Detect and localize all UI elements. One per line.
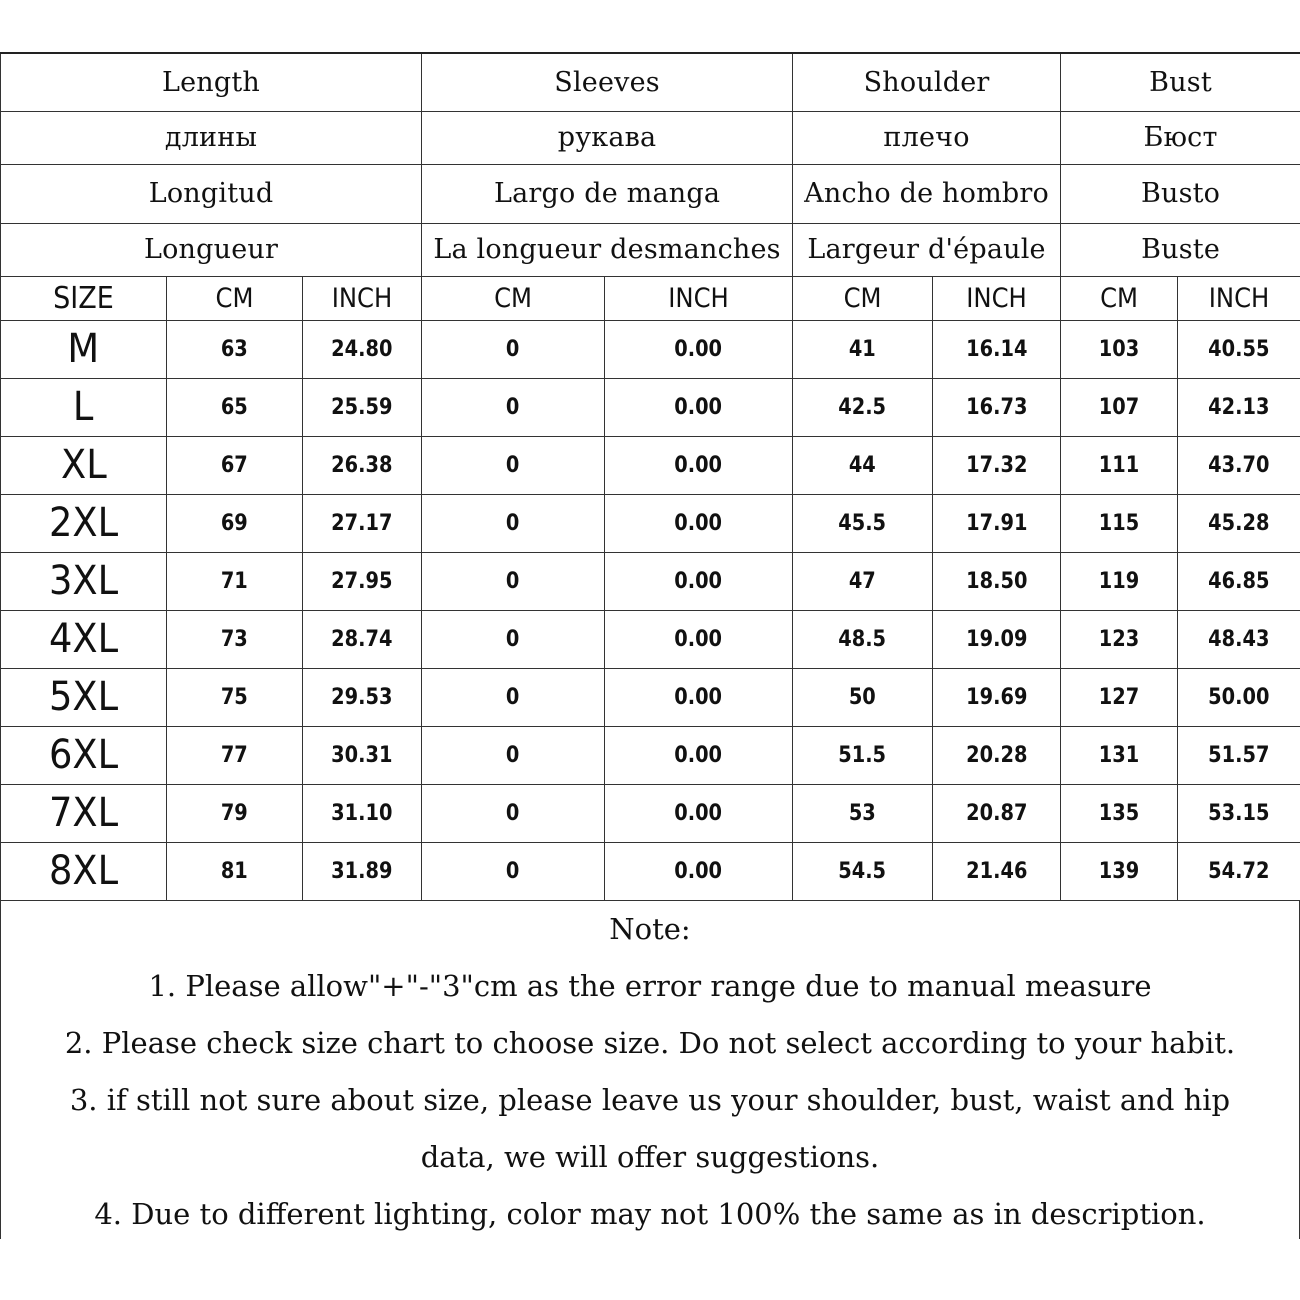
measurement-cell (793, 552, 933, 610)
measurement-cell (793, 842, 933, 900)
size-label: 5XL (48, 674, 119, 720)
measurement-cell (605, 726, 793, 784)
measurement-cell (793, 494, 933, 552)
header-shoulder: Shoulder (793, 53, 1061, 111)
header-sleeves-es: Largo de manga (422, 164, 793, 223)
measurement-cell (793, 378, 933, 436)
measurement-cell (167, 378, 303, 436)
measurement-cell (1061, 726, 1178, 784)
measurement-cell (1178, 668, 1300, 726)
measurement-cell (303, 552, 422, 610)
measurement-cell (303, 378, 422, 436)
header-bust-es: Busto (1061, 164, 1300, 223)
measurement-value: 131 (1098, 742, 1140, 768)
measurement-value: 20.87 (965, 800, 1028, 826)
measurement-value: 26.38 (331, 452, 393, 478)
measurement-cell (303, 610, 422, 668)
measurement-value: 47 (849, 568, 877, 594)
unit-header: INCH (1178, 276, 1300, 320)
measurement-cell (793, 436, 933, 494)
measurement-cell (605, 436, 793, 494)
measurement-value: 81 (221, 858, 248, 884)
measurement-cell (422, 610, 605, 668)
measurement-cell (1061, 320, 1178, 378)
size-label-cell (1, 494, 167, 552)
size-label: L (73, 384, 94, 430)
size-label-cell (1, 726, 167, 784)
measurement-value: 41 (849, 336, 877, 362)
measurement-value: 71 (221, 568, 248, 594)
measurement-cell (422, 494, 605, 552)
unit-header: CM (422, 276, 605, 320)
size-label-cell (1, 842, 167, 900)
measurement-value: 139 (1098, 858, 1140, 884)
measurement-cell (605, 610, 793, 668)
measurement-cell (1178, 436, 1300, 494)
size-label: XL (60, 442, 107, 488)
measurement-value: 28.74 (331, 626, 393, 652)
measurement-value: 127 (1098, 684, 1140, 710)
measurement-cell (1061, 494, 1178, 552)
measurement-value: 75 (221, 684, 248, 710)
measurement-value: 45.5 (838, 510, 887, 536)
measurement-value: 0 (506, 800, 520, 826)
measurement-value: 67 (221, 452, 248, 478)
unit-header-row (1, 276, 1300, 320)
unit-header: INCH (933, 276, 1061, 320)
measurement-value: 69 (221, 510, 248, 536)
header-row-russian (1, 111, 1300, 164)
measurement-value: 0 (506, 568, 520, 594)
measurement-cell (1061, 552, 1178, 610)
measurement-cell (933, 494, 1061, 552)
measurement-value: 63 (221, 336, 248, 362)
measurement-cell (167, 726, 303, 784)
size-label: 2XL (48, 500, 119, 546)
header-shoulder-ru: плечо (793, 111, 1061, 164)
measurement-cell (933, 552, 1061, 610)
header-length: Length (1, 53, 422, 111)
measurement-cell (1178, 552, 1300, 610)
measurement-cell (1178, 784, 1300, 842)
size-data-rows (1, 320, 1300, 900)
size-label: 4XL (48, 616, 119, 662)
measurement-value: 40.55 (1208, 336, 1270, 362)
measurement-value: 21.46 (965, 858, 1028, 884)
measurement-value: 0 (506, 684, 520, 710)
size-label-cell (1, 320, 167, 378)
measurement-value: 0 (506, 626, 520, 652)
size-label-cell (1, 552, 167, 610)
measurement-cell (303, 726, 422, 784)
header-bust: Bust (1061, 53, 1300, 111)
measurement-value: 0 (506, 394, 520, 420)
measurement-value: 17.91 (965, 510, 1028, 536)
measurement-value: 31.89 (331, 858, 393, 884)
measurement-cell (933, 378, 1061, 436)
measurement-cell (605, 494, 793, 552)
measurement-value: 0.00 (674, 684, 723, 710)
header-bust-ru: Бюст (1061, 111, 1300, 164)
measurement-value: 16.73 (965, 394, 1028, 420)
measurement-value: 115 (1098, 510, 1140, 536)
measurement-value: 18.50 (965, 568, 1028, 594)
measurement-cell (793, 726, 933, 784)
measurement-value: 16.14 (965, 336, 1028, 362)
size-chart-table (0, 52, 1300, 901)
measurement-value: 29.53 (331, 684, 393, 710)
unit-header: INCH (303, 276, 422, 320)
measurement-value: 0.00 (674, 452, 723, 478)
measurement-value: 46.85 (1208, 568, 1270, 594)
unit-header: CM (167, 276, 303, 320)
measurement-cell (422, 436, 605, 494)
header-row-english (1, 53, 1300, 111)
header-shoulder-es: Ancho de hombro (793, 164, 1061, 223)
measurement-cell (1178, 726, 1300, 784)
measurement-value: 27.17 (331, 510, 393, 536)
table-row (1, 552, 1300, 610)
measurement-value: 30.31 (331, 742, 393, 768)
measurement-value: 42.13 (1208, 394, 1270, 420)
measurement-value: 103 (1098, 336, 1140, 362)
measurement-value: 19.69 (965, 684, 1028, 710)
measurement-value: 54.5 (838, 858, 887, 884)
measurement-cell (933, 784, 1061, 842)
measurement-cell (303, 494, 422, 552)
header-sleeves-fr: La longueur desmanches (422, 223, 793, 276)
header-bust-fr: Buste (1061, 223, 1300, 276)
measurement-value: 79 (221, 800, 248, 826)
measurement-cell (167, 784, 303, 842)
measurement-value: 48.43 (1208, 626, 1270, 652)
measurement-cell (933, 436, 1061, 494)
measurement-value: 0.00 (674, 742, 723, 768)
measurement-cell (605, 784, 793, 842)
measurement-value: 17.32 (965, 452, 1028, 478)
measurement-value: 0.00 (674, 858, 723, 884)
size-label: 6XL (48, 732, 119, 778)
note-line-4: 4. Due to different lighting, color may not 100% the same as in description. (94, 1196, 1206, 1231)
measurement-cell (605, 320, 793, 378)
size-label: 7XL (48, 790, 119, 836)
header-row-spanish (1, 164, 1300, 223)
measurement-value: 135 (1098, 800, 1140, 826)
measurement-value: 111 (1098, 452, 1140, 478)
measurement-value: 0.00 (674, 626, 723, 652)
size-label-cell (1, 378, 167, 436)
header-row-french (1, 223, 1300, 276)
table-row (1, 668, 1300, 726)
measurement-cell (793, 784, 933, 842)
measurement-value: 44 (849, 452, 877, 478)
header-sleeves: Sleeves (422, 53, 793, 111)
measurement-cell (1061, 668, 1178, 726)
table-row (1, 320, 1300, 378)
measurement-value: 43.70 (1208, 452, 1270, 478)
measurement-value: 65 (221, 394, 248, 420)
measurement-value: 51.57 (1208, 742, 1270, 768)
measurement-cell (933, 320, 1061, 378)
measurement-value: 119 (1098, 568, 1140, 594)
measurement-cell (303, 436, 422, 494)
measurement-cell (1178, 320, 1300, 378)
measurement-value: 54.72 (1208, 858, 1270, 884)
measurement-cell (422, 668, 605, 726)
size-label: M (67, 326, 100, 372)
measurement-cell (1061, 378, 1178, 436)
measurement-value: 0.00 (674, 800, 723, 826)
size-label-cell (1, 610, 167, 668)
note-line-3: 3. if still not sure about size, please leave us your shoulder, bust, waist and hip (69, 1082, 1231, 1117)
size-label: 3XL (48, 558, 119, 604)
note-section (0, 901, 1300, 1239)
measurement-cell (167, 494, 303, 552)
note-line-3-continued: data, we will offer suggestions. (420, 1139, 880, 1174)
measurement-cell (1178, 378, 1300, 436)
measurement-cell (1178, 842, 1300, 900)
measurement-cell (422, 842, 605, 900)
measurement-cell (793, 610, 933, 668)
measurement-value: 25.59 (331, 394, 393, 420)
header-length-fr: Longueur (1, 223, 422, 276)
measurement-cell (605, 552, 793, 610)
measurement-value: 27.95 (331, 568, 393, 594)
measurement-value: 53.15 (1208, 800, 1270, 826)
measurement-cell (422, 378, 605, 436)
measurement-cell (167, 320, 303, 378)
table-row (1, 784, 1300, 842)
measurement-cell (167, 610, 303, 668)
measurement-value: 0 (506, 858, 520, 884)
measurement-value: 0 (506, 510, 520, 536)
size-label-cell (1, 668, 167, 726)
measurement-value: 20.28 (965, 742, 1028, 768)
measurement-value: 73 (221, 626, 248, 652)
table-row (1, 610, 1300, 668)
table-row (1, 842, 1300, 900)
measurement-cell (605, 378, 793, 436)
measurement-value: 0.00 (674, 336, 723, 362)
measurement-cell (167, 552, 303, 610)
measurement-value: 0 (506, 452, 520, 478)
table-row (1, 726, 1300, 784)
measurement-value: 51.5 (838, 742, 887, 768)
measurement-cell (303, 668, 422, 726)
measurement-value: 0.00 (674, 394, 723, 420)
measurement-value: 48.5 (838, 626, 887, 652)
measurement-value: 24.80 (331, 336, 393, 362)
measurement-cell (167, 842, 303, 900)
measurement-value: 0.00 (674, 510, 723, 536)
measurement-cell (605, 668, 793, 726)
measurement-cell (933, 726, 1061, 784)
note-line-2: 2. Please check size chart to choose size. Do not select according to your habit. (64, 1025, 1236, 1060)
measurement-cell (1178, 610, 1300, 668)
measurement-value: 0.00 (674, 568, 723, 594)
measurement-cell (303, 320, 422, 378)
measurement-value: 45.28 (1208, 510, 1270, 536)
table-row (1, 436, 1300, 494)
measurement-cell (793, 320, 933, 378)
measurement-value: 0 (506, 336, 520, 362)
measurement-cell (933, 668, 1061, 726)
size-label: 8XL (48, 848, 119, 894)
header-shoulder-fr: Largeur d'épaule (793, 223, 1061, 276)
header-length-es: Longitud (1, 164, 422, 223)
measurement-value: 0 (506, 742, 520, 768)
measurement-cell (303, 842, 422, 900)
unit-header: CM (1061, 276, 1178, 320)
measurement-value: 50 (849, 684, 877, 710)
measurement-value: 77 (221, 742, 248, 768)
measurement-cell (793, 668, 933, 726)
measurement-cell (303, 784, 422, 842)
measurement-value: 42.5 (838, 394, 887, 420)
size-chart-sheet (0, 52, 1300, 1239)
measurement-cell (1061, 784, 1178, 842)
measurement-cell (1178, 494, 1300, 552)
measurement-cell (422, 784, 605, 842)
unit-header: INCH (605, 276, 793, 320)
measurement-cell (167, 668, 303, 726)
size-label-cell (1, 436, 167, 494)
unit-header: CM (793, 276, 933, 320)
measurement-value: 19.09 (965, 626, 1028, 652)
measurement-cell (933, 842, 1061, 900)
note-line-1: 1. Please allow"+"-"3"cm as the error range due to manual measure (148, 968, 1152, 1003)
measurement-cell (422, 320, 605, 378)
table-row (1, 494, 1300, 552)
header-sleeves-ru: рукава (422, 111, 793, 164)
measurement-cell (167, 436, 303, 494)
note-title: Note: (609, 911, 691, 946)
measurement-cell (1061, 436, 1178, 494)
measurement-value: 31.10 (331, 800, 393, 826)
measurement-cell (605, 842, 793, 900)
header-length-ru: длины (1, 111, 422, 164)
measurement-value: 107 (1098, 394, 1140, 420)
size-label-cell (1, 784, 167, 842)
table-row (1, 378, 1300, 436)
measurement-cell (1061, 610, 1178, 668)
measurement-cell (1061, 842, 1178, 900)
measurement-cell (422, 552, 605, 610)
measurement-cell (422, 726, 605, 784)
size-column-header: SIZE (1, 276, 167, 320)
measurement-value: 50.00 (1208, 684, 1270, 710)
measurement-value: 53 (849, 800, 877, 826)
measurement-cell (933, 610, 1061, 668)
measurement-value: 123 (1098, 626, 1140, 652)
